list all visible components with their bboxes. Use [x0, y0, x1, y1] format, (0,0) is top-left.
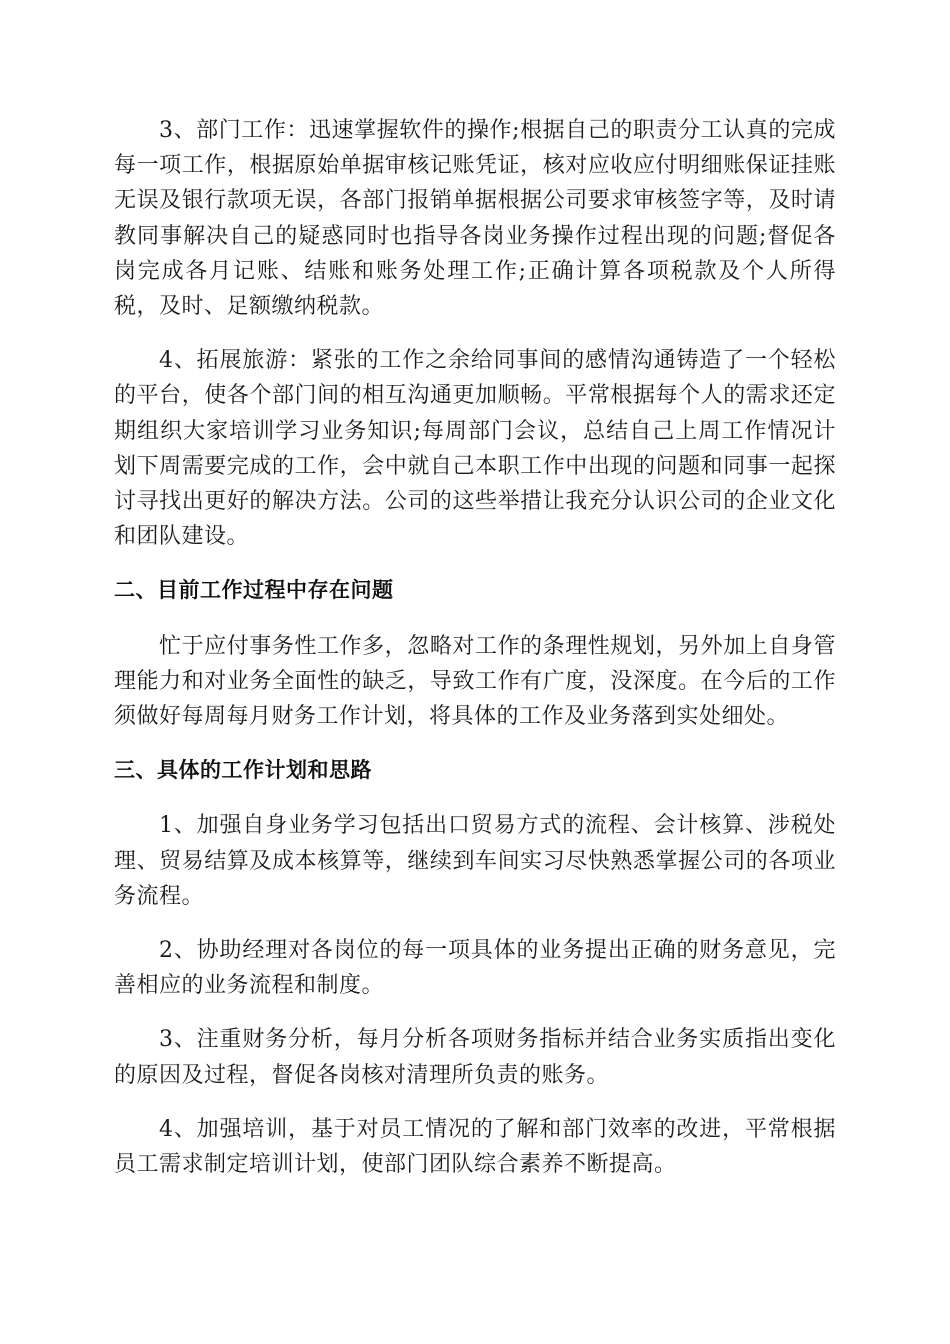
plan-item-4: 4、加强培训，基于对员工情况的了解和部门效率的改进，平常根据员工需求制定培训计划，使部门团队综合素养不断提高。: [114, 1116, 836, 1178]
section-heading-problems: 二、目前工作过程中存在问题: [114, 578, 394, 603]
plan-item-2: 2、协助经理对各岗位的每一项具体的业务提出正确的财务意见，完善相应的业务流程和制度。: [114, 938, 836, 999]
document-body: [114, 113, 836, 1201]
paragraph-team-travel: 4、拓展旅游：紧张的工作之余给同事间的感情沟通铸造了一个轻松的平台，使各个部门间的相互沟通更加顺畅。平常根据每个人的需求还定期组织大家培训学习业务知识;每周部门会议，总结自己上周工作情况计划下周需要完成的工作，会中就自己本职工作中出现的问题和同事一起探讨寻找出更好的解决方法。公司的这些举措让我充分认识公司的企业文化和团队建设。: [114, 348, 836, 550]
plan-item-3: 3、注重财务分析，每月分析各项财务指标并结合业务实质指出变化的原因及过程，督促各岗核对清理所负责的账务。: [114, 1027, 836, 1088]
paragraph-problems: 忙于应付事务性工作多，忽略对工作的条理性规划，另外加上自身管理能力和对业务全面性的缺乏，导致工作有广度，没深度。在今后的工作须做好每周每月财务工作计划，将具体的工作及业务落到实处细处。: [114, 633, 836, 730]
section-heading-plan: 三、具体的工作计划和思路: [114, 758, 372, 783]
paragraph-department-work: 3、部门工作：迅速掌握软件的操作;根据自己的职责分工认真的完成每一项工作，根据原始单据审核记账凭证，核对应收应付明细账保证挂账无误及银行款项无误，各部门报销单据根据公司要求审核签字等，及时请教同事解决自己的疑惑同时也指导各岗业务操作过程出现的问题;督促各岗完成各月记账、结账和账务处理工作;正确计算各项税款及个人所得税，及时、足额缴纳税款。: [114, 118, 836, 320]
plan-item-1: 1、加强自身业务学习包括出口贸易方式的流程、会计核算、涉税处理、贸易结算及成本核算等，继续到车间实习尽快熟悉掌握公司的各项业务流程。: [114, 813, 836, 909]
